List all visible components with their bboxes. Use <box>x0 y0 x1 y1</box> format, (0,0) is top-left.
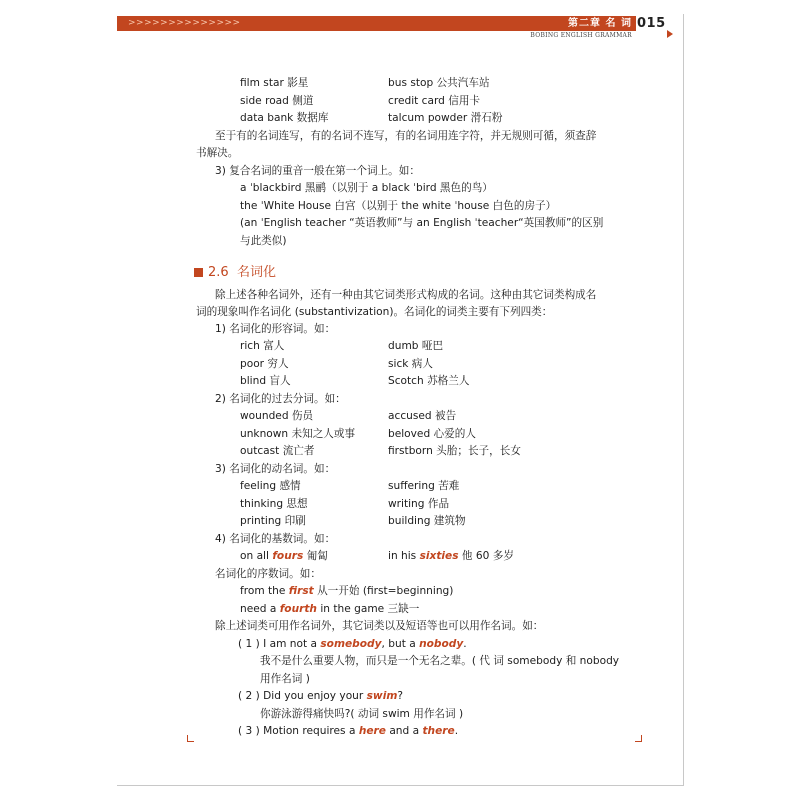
table-cell: blind 盲人 <box>240 375 291 387</box>
translation-line: 你游泳游得痛快吗?( 动词 swim 用作名词 ) <box>260 708 464 720</box>
paragraph-line: 词的现象叫作名词化 (substantivization)。名词化的词类主要有下列四类： <box>196 306 553 318</box>
table-cell: unknown 未知之人或事 <box>240 428 356 440</box>
highlight-word: somebody <box>320 638 382 650</box>
example-line: 与此类似) <box>240 235 287 247</box>
example-text: on all <box>240 550 273 562</box>
header-arrows: >>>>>>>>>>>>>> <box>128 18 241 28</box>
table-cell: wounded 伤员 <box>240 410 314 422</box>
example-cell <box>240 549 328 563</box>
translation-line: 用作名词 ) <box>260 673 310 685</box>
page-edge-right <box>683 14 684 786</box>
list-heading: 4) 名词化的基数词。如： <box>215 533 336 545</box>
example-text: 他 60 多岁 <box>458 550 514 562</box>
highlight-word: nobody <box>419 638 464 650</box>
crop-mark-icon <box>635 735 642 742</box>
section-heading <box>194 265 276 281</box>
table-cell: firstborn 头胎；长子，长女 <box>388 445 521 457</box>
table-cell: data bank 数据库 <box>240 112 329 124</box>
table-cell: film star 影星 <box>240 77 309 89</box>
example-text: ( 1 ) I am not a <box>238 638 321 650</box>
example-cell <box>388 549 514 563</box>
example-text: , but a <box>381 638 420 650</box>
paragraph-line: 除上述各种名词外，还有一种由其它词类形式构成的名词。这种由其它词类构成名 <box>215 289 597 301</box>
table-cell: writing 作品 <box>388 498 450 510</box>
list-heading: 1) 名词化的形容词。如： <box>215 323 336 335</box>
highlight-word: fourth <box>279 603 317 615</box>
highlight-word: sixties <box>419 550 459 562</box>
table-cell: poor 穷人 <box>240 358 289 370</box>
book-subtitle: BOBING ENGLISH GRAMMAR <box>530 32 632 39</box>
paragraph-line: 除上述词类可用作名词外，其它词类以及短语等也可以用作名词。如： <box>215 620 544 632</box>
chapter-title: 第二章 名 词 <box>568 18 632 29</box>
example-text: in the game 三缺一 <box>316 603 420 615</box>
table-cell: credit card 信用卡 <box>388 95 481 107</box>
paragraph-line: 书解决。 <box>196 147 239 159</box>
list-heading: 3) 复合名词的重音一般在第一个词上。如： <box>215 165 420 177</box>
paragraph-line: 至于有的名词连写，有的名词不连写，有的名词用连字符，并无规则可循，须查辞 <box>215 130 597 142</box>
header-arrow-icon <box>667 30 673 38</box>
example-sentence <box>238 724 458 738</box>
translation-line: 我不是什么重要人物，而只是一个无名之辈。( 代 词 somebody 和 nobody <box>260 655 620 667</box>
section-title: 名词化 <box>236 265 276 280</box>
table-cell: building 建筑物 <box>388 515 466 527</box>
page-number: 015 <box>637 16 666 31</box>
highlight-word: there <box>422 725 455 737</box>
table-cell: printing 印刷 <box>240 515 306 527</box>
example-line: (an ˈEnglish teacher “英语教师”与 an English ˈteacher“英国教师”的区别 <box>240 217 604 229</box>
example-text: ( 2 ) Did you enjoy your <box>238 690 367 702</box>
table-cell: talcum powder 滑石粉 <box>388 112 503 124</box>
list-heading: 3) 名词化的动名词。如： <box>215 463 336 475</box>
example-text: from the <box>240 585 289 597</box>
section-square-icon <box>194 268 203 277</box>
table-cell: rich 富人 <box>240 340 285 352</box>
example-text: in his <box>388 550 420 562</box>
example-text: ? <box>397 690 404 702</box>
example-sentence <box>238 637 467 651</box>
list-heading: 名词化的序数词。如： <box>215 568 321 580</box>
table-cell: sick 病人 <box>388 358 433 370</box>
table-cell: feeling 感情 <box>240 480 301 492</box>
example-text: 匍匐 <box>303 550 328 562</box>
table-cell: beloved 心爱的人 <box>388 428 476 440</box>
table-cell: outcast 流亡者 <box>240 445 315 457</box>
example-sentence <box>238 689 403 703</box>
table-cell: dumb 哑巴 <box>388 340 444 352</box>
example-text: . <box>454 725 459 737</box>
example-text: need a <box>240 603 280 615</box>
example-line <box>240 602 419 616</box>
example-text: 从一开始 (first=beginning) <box>313 585 454 597</box>
crop-mark-icon <box>187 735 194 742</box>
section-number: 2.6 <box>208 265 229 280</box>
table-cell: accused 被告 <box>388 410 457 422</box>
list-heading: 2) 名词化的过去分词。如： <box>215 393 346 405</box>
table-cell: side road 侧道 <box>240 95 314 107</box>
highlight-word: here <box>358 725 386 737</box>
example-line: the ˈWhite House 白宫（以别于 the white ˈhouse 白色的房子） <box>240 200 557 212</box>
table-cell: thinking 思想 <box>240 498 308 510</box>
page-edge-bottom <box>117 785 684 786</box>
table-cell: Scotch 苏格兰人 <box>388 375 470 387</box>
example-text: ( 3 ) Motion requires a <box>238 725 359 737</box>
example-line <box>240 584 453 598</box>
highlight-word: fours <box>272 550 304 562</box>
highlight-word: swim <box>366 690 398 702</box>
example-text: and a <box>385 725 423 737</box>
highlight-word: first <box>288 585 314 597</box>
example-line: a ˈblackbird 黑鹂（以别于 a black ˈbird 黑色的鸟） <box>240 182 493 194</box>
table-cell: bus stop 公共汽车站 <box>388 77 490 89</box>
example-text: . <box>463 638 467 650</box>
table-cell: suffering 苦难 <box>388 480 460 492</box>
